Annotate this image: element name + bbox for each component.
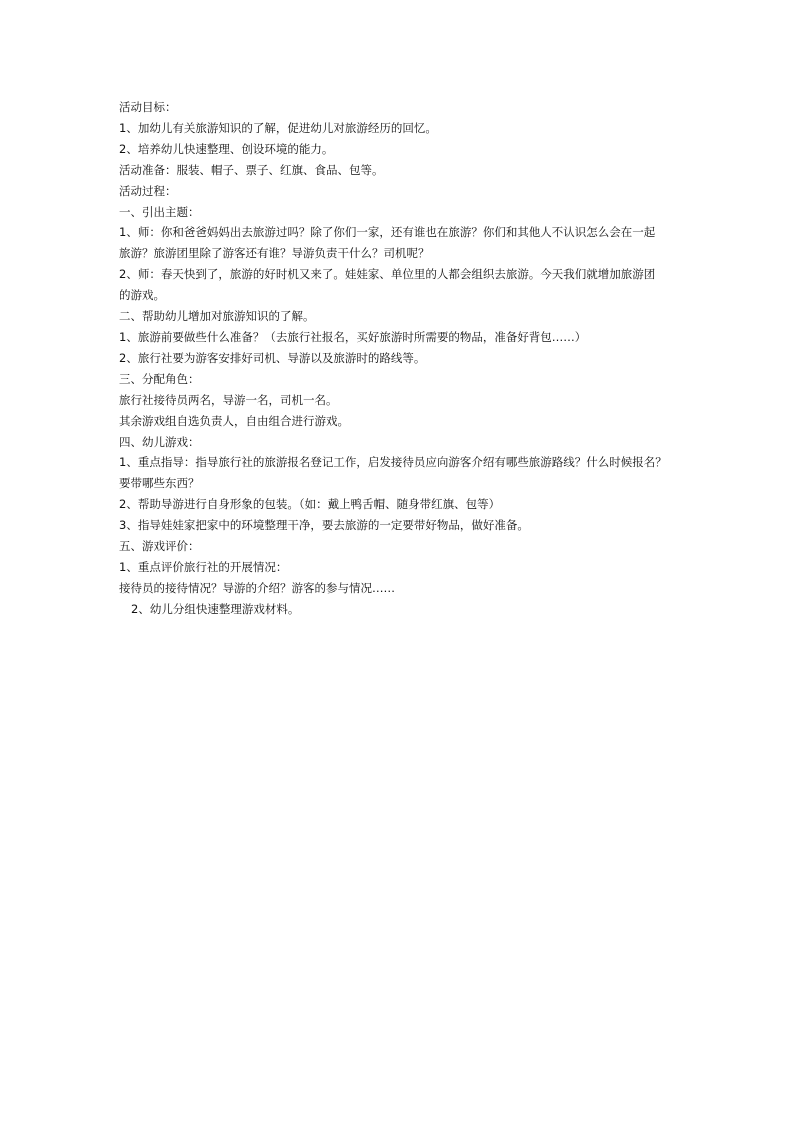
document-body (119, 97, 679, 620)
section-1-item-1-line-1: 1、师：你和爸爸妈妈出去旅游过吗？除了你们一家，还有谁也在旅游？你们和其他人不认识怎么会在一起 (119, 225, 656, 240)
section-3-title: 三、分配角色： (119, 371, 200, 386)
section-4-item-3: 3、指导娃娃家把家中的环境整理干净，要去旅游的一定要带好物品，做好准备。 (119, 518, 529, 533)
section-2-item-2: 2、旅行社要为游客安排好司机、导游以及旅游时的路线等。 (119, 350, 426, 365)
section-1-item-1-line-2: 旅游？旅游团里除了游客还有谁？导游负责干什么？司机呢？ (119, 246, 430, 261)
goal-item-2: 2、培养幼儿快速整理、创设环境的能力。 (119, 141, 334, 156)
section-4-item-2: 2、帮助导游进行自身形象的包装。（如：戴上鸭舌帽、随身带红旗、包等） (119, 497, 501, 512)
goal-item-1: 1、加幼儿有关旅游知识的了解，促进幼儿对旅游经历的回忆。 (119, 120, 437, 135)
section-5-item-1-detail: 接待员的接待情况？导游的介绍？游客的参与情况…… (119, 580, 395, 595)
section-4-item-1-line-1: 1、重点指导：指导旅行社的旅游报名登记工作，启发接待员应向游客介绍有哪些旅游路线？什么时候报名？ (119, 455, 667, 470)
section-1-item-2-line-2: 的游戏。 (119, 288, 165, 303)
heading-activity-process: 活动过程： (119, 183, 177, 198)
section-2-item-1: 1、旅游前要做些什么准备？（去旅行社报名，买好旅游时所需要的物品，准备好背包……） (119, 329, 587, 344)
section-5-item-1: 1、重点评价旅行社的开展情况： (119, 559, 288, 574)
section-4-title: 四、幼儿游戏： (119, 434, 200, 449)
section-1-title: 一、引出主题： (119, 204, 200, 219)
section-2-title: 二、帮助幼儿增加对旅游知识的了解。 (119, 309, 315, 324)
section-3-line-1: 旅行社接待员两名，导游一名，司机一名。 (119, 392, 338, 407)
section-5-title: 五、游戏评价： (119, 539, 200, 554)
section-4-item-1-line-2: 要带哪些东西？ (119, 476, 200, 491)
heading-activity-goals: 活动目标： (119, 100, 177, 114)
section-1-item-2-line-1: 2、师：春天快到了，旅游的好时机又来了。娃娃家、单位里的人都会组织去旅游。今天我们就增加旅游团 (119, 267, 656, 282)
section-5-item-2: 2、幼儿分组快速整理游戏材料。 (131, 601, 300, 616)
activity-preparation: 活动准备：服装、帽子、票子、红旗、食品、包等。 (119, 162, 384, 177)
section-3-line-2: 其余游戏组自选负责人，自由组合进行游戏。 (119, 413, 349, 428)
